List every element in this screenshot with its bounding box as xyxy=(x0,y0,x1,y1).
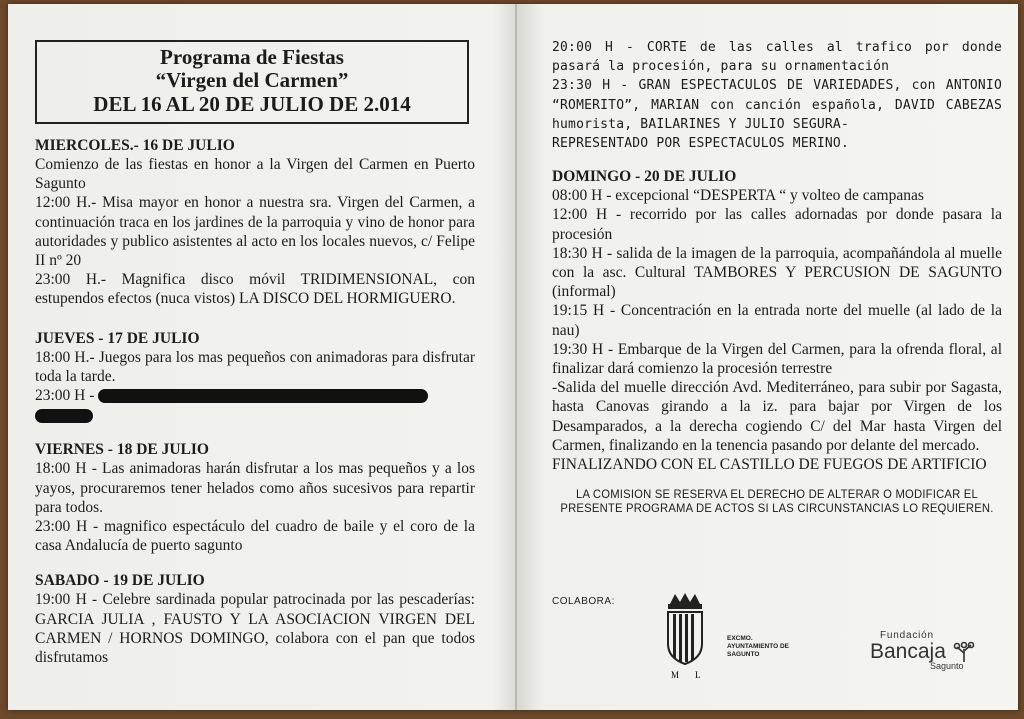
bancaja-city: Sagunto xyxy=(930,661,964,671)
ayto-line: EXCMO. xyxy=(727,635,753,642)
disclaimer-notice: LA COMISION SE RESERVA EL DERECHO DE ALTERAR O MODIFICAR EL PRESENTE PROGRAMA DE ACTOS SI LAS CIRCUNSTANCIAS LO REQUIEREN. xyxy=(560,489,994,516)
ayto-line: AYUNTAMIENTO DE xyxy=(727,643,789,650)
day-heading-wednesday: MIERCOLES.- 16 DE JULIO xyxy=(35,137,235,154)
bancaja-wordmark: Bancaja xyxy=(870,640,946,663)
fold-line xyxy=(515,4,517,710)
title-line-2: “Virgen del Carmen” xyxy=(155,68,349,92)
day-heading-saturday: SABADO - 19 DE JULIO xyxy=(35,572,205,590)
title-dates: DEL 16 AL 20 DE JULIO DE 2.014 xyxy=(93,92,411,116)
event-text: 23:30 H - GRAN ESPECTACULOS DE VARIEDADES, con ANTONIO “ROMERITO”, MARIAN con canción española, DAVID CABEZAS humorista, BAILARINES Y JULIO SEGURA- xyxy=(552,78,1002,132)
event-text: 18:00 H.- Juegos para los mas pequeños con animadoras para disfrutar toda la tarde. xyxy=(35,348,475,385)
event-text: 23:00 H.- Magnifica disco móvil TRIDIMENSIONAL, con estupendos efectos (nuca vistos) LA DISCO DEL HORMIGUERO. xyxy=(35,271,475,308)
event-text: 23:00 H - magnifico espectáculo del cuadro de baile y el coro de la casa Andalucía de puerto sagunto xyxy=(35,518,475,555)
title-line-1: Programa de Fiestas xyxy=(160,45,344,69)
title-box xyxy=(35,40,469,124)
tree-icon xyxy=(952,641,976,663)
bancaja-logo xyxy=(870,630,976,671)
colabora-label: COLABORA: xyxy=(552,596,615,607)
bancaja-fundacion: Fundación xyxy=(880,630,934,641)
event-text: 20:00 H - CORTE de las calles al trafico por donde pasará la procesión, para su ornamentación xyxy=(552,40,1002,75)
ayuntamiento-label xyxy=(727,635,789,659)
event-text: Comienzo de las fiestas en honor a la Virgen del Carmen en Puerto Sagunto xyxy=(35,156,475,193)
event-text: 19:15 H - Concentración en la entrada norte del muelle (al lado de la nau) xyxy=(552,302,1002,339)
redaction-bar xyxy=(98,389,428,403)
redaction-row xyxy=(35,405,475,424)
ayto-l: L xyxy=(695,670,701,680)
right-column xyxy=(552,38,1002,516)
bancaja-name xyxy=(870,641,976,663)
ayto-line: SAGUNTO xyxy=(727,651,760,658)
event-text: 08:00 H - excepcional “DESPERTA “ y volteo de campanas xyxy=(552,187,924,205)
day-heading-friday: VIERNES - 18 DE JULIO xyxy=(35,441,209,459)
event-text: 18:30 H - salida de la imagen de la parroquia, acompañándola al muelle con la asc. Cultural TAMBORES Y PERCUSION DE SAGUNTO (informal) xyxy=(552,244,1002,301)
closing-line: FINALIZANDO CON EL CASTILLO DE FUEGOS DE ARTIFICIO xyxy=(552,456,987,474)
event-time: 23:00 H - xyxy=(35,387,95,405)
event-text: REPRESENTADO POR ESPECTACULOS MERINO. xyxy=(552,136,849,152)
event-text: 19:30 H - Embarque de la Virgen del Carmen, para la ofrenda floral, al finalizar dará comienzo la procesión terrestre xyxy=(552,340,1002,378)
event-text: 19:00 H - Celebre sardinada popular patrocinada por las pescaderías: GARCIA JULIA , FAUSTO Y LA ASOCIACION VIRGEN DEL CARMEN / HORNOS DOMINGO, colabora con el pan que todos disfrutamos xyxy=(35,591,475,667)
redaction-bar xyxy=(35,409,93,423)
left-column xyxy=(35,40,475,667)
ayto-m: M xyxy=(671,670,680,680)
day-heading-thursday: JUEVES - 17 DE JULIO xyxy=(35,329,200,347)
event-text: 12:00 H.- Misa mayor en honor a nuestra sra. Virgen del Carmen, a continuación traca en los jardines de la parroquia y vino de honor para autoridades y publico asistentes al acto en los locales nuevos, c/ Felipe II nº 20 xyxy=(35,194,475,270)
event-text-redacted xyxy=(35,386,475,405)
day-heading-sunday: DOMINGO - 20 DE JULIO xyxy=(552,168,737,186)
event-text: -Salida del muelle dirección Avd. Mediterráneo, para subir por Sagasta, hasta Canovas girando a la iz. para bajar por Virgen de los Desamparados, a la derecha cogiendo C/ del Mar hasta Virgen del Carmen, finalizando en la tenencia pasando por delante del mercado. xyxy=(552,379,1002,454)
event-text: 12:00 H - recorrido por las calles adornadas por donde pasara la procesión xyxy=(552,206,1002,243)
event-text: 18:00 H - Las animadoras harán disfrutar a los mas pequeños y a los yayos, procuraremos tener helados como años sucesivos para repartir para todos. xyxy=(35,460,475,516)
